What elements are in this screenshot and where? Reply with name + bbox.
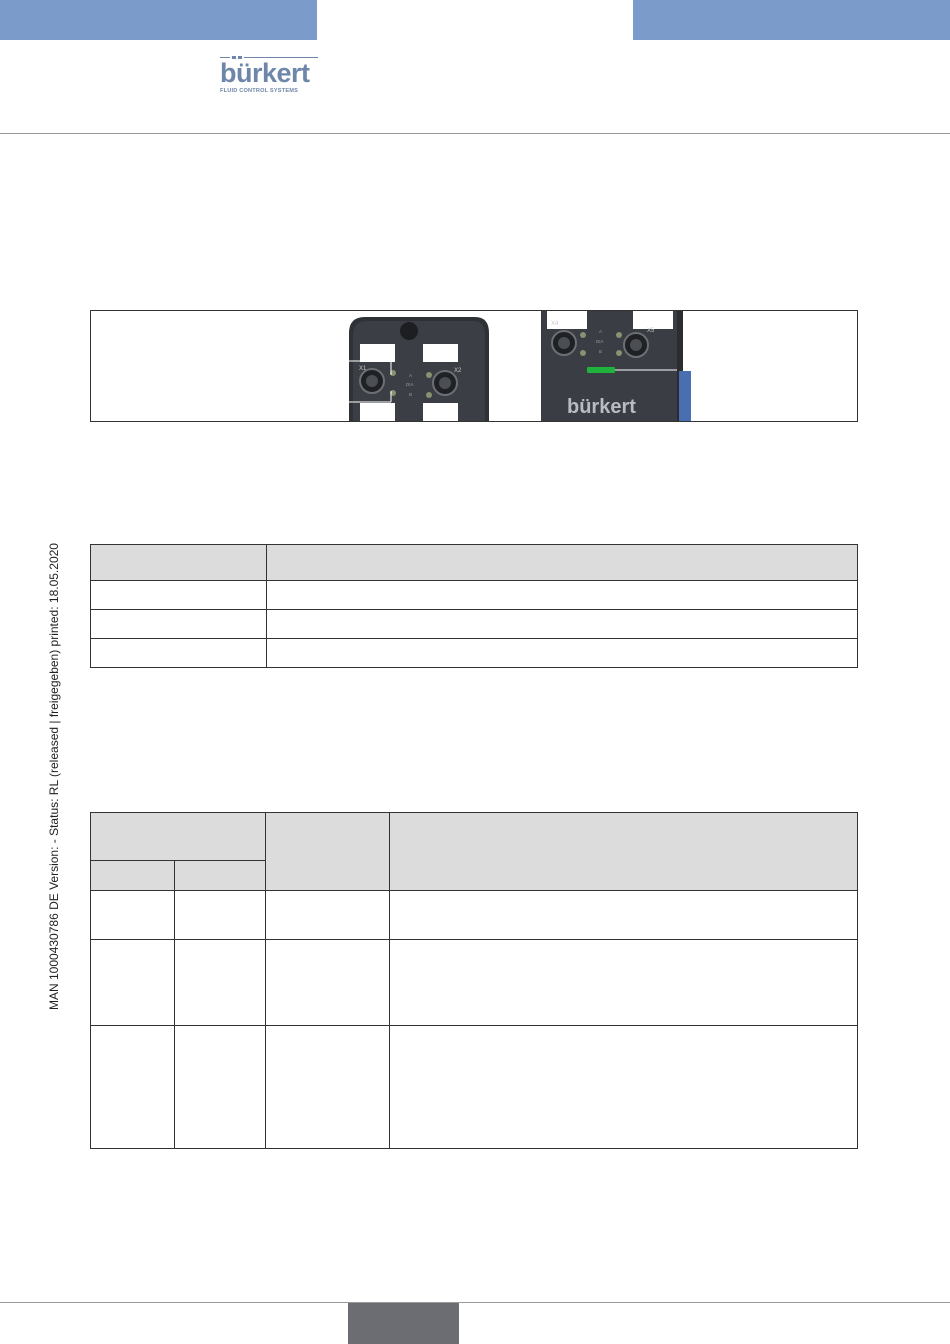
table-row bbox=[91, 891, 858, 940]
table-one-header-cell bbox=[267, 545, 858, 581]
table-two-header-cell bbox=[266, 813, 390, 891]
port-label-x1: X1 bbox=[359, 366, 367, 372]
table-cell bbox=[267, 639, 858, 668]
table-two-header-cell bbox=[91, 813, 266, 861]
right-device bbox=[541, 311, 691, 422]
led-label-b: B bbox=[409, 392, 413, 397]
table-cell bbox=[390, 1026, 858, 1149]
table-cell bbox=[390, 940, 858, 1026]
logo-tagline: FLUID CONTROL SYSTEMS bbox=[220, 88, 299, 94]
document-status-note: MAN 1000430786 DE Version: - Status: RL (released | freigegeben) printed: 18.05.2020 bbox=[47, 543, 61, 1010]
status-led bbox=[587, 367, 615, 373]
table-cell bbox=[266, 940, 390, 1026]
table-two bbox=[90, 812, 858, 1149]
logo-wordmark: bürkert bbox=[220, 58, 310, 88]
table-cell bbox=[91, 940, 175, 1026]
table-two-header bbox=[91, 813, 858, 861]
table-cell bbox=[267, 610, 858, 639]
table-one-header-cell bbox=[91, 545, 267, 581]
right-led-label-dia: DIA bbox=[596, 339, 604, 344]
table-cell bbox=[91, 891, 175, 940]
device-figure bbox=[90, 310, 858, 422]
table-row bbox=[91, 940, 858, 1026]
table-cell bbox=[175, 1026, 266, 1149]
brand-logo bbox=[220, 56, 318, 96]
header-bar-left bbox=[0, 0, 317, 40]
table-row bbox=[91, 581, 858, 610]
table-one bbox=[90, 544, 858, 668]
right-led-label-b: B bbox=[599, 349, 603, 354]
table-cell bbox=[266, 1026, 390, 1149]
right-led-label-a: A bbox=[599, 329, 603, 334]
port-label-x4: X4 bbox=[551, 321, 559, 327]
table-cell bbox=[175, 940, 266, 1026]
page-number-tab bbox=[348, 1303, 459, 1344]
port-label-x5: X5 bbox=[647, 328, 655, 334]
table-two-subheader-cell bbox=[175, 861, 266, 891]
table-cell bbox=[175, 891, 266, 940]
table-two-header-cell bbox=[390, 813, 858, 891]
table-cell bbox=[91, 610, 267, 639]
footer-rule bbox=[0, 1302, 950, 1303]
led-label-dia: DIA bbox=[406, 382, 414, 387]
device-illustration bbox=[91, 311, 858, 422]
table-cell bbox=[266, 891, 390, 940]
table-cell bbox=[267, 581, 858, 610]
table-cell bbox=[91, 1026, 175, 1149]
led-label-a: A bbox=[409, 373, 413, 378]
table-cell bbox=[91, 581, 267, 610]
table-row bbox=[91, 1026, 858, 1149]
header-rule bbox=[0, 133, 950, 134]
table-cell bbox=[91, 639, 267, 668]
header-bar-right bbox=[633, 0, 950, 40]
port-label-x2: X2 bbox=[454, 368, 462, 374]
table-cell bbox=[390, 891, 858, 940]
table-row bbox=[91, 639, 858, 668]
left-device bbox=[349, 317, 489, 422]
table-two-subheader-cell bbox=[91, 861, 175, 891]
table-row bbox=[91, 610, 858, 639]
right-device-brand: bürkert bbox=[567, 396, 636, 418]
table-one-header bbox=[91, 545, 858, 581]
